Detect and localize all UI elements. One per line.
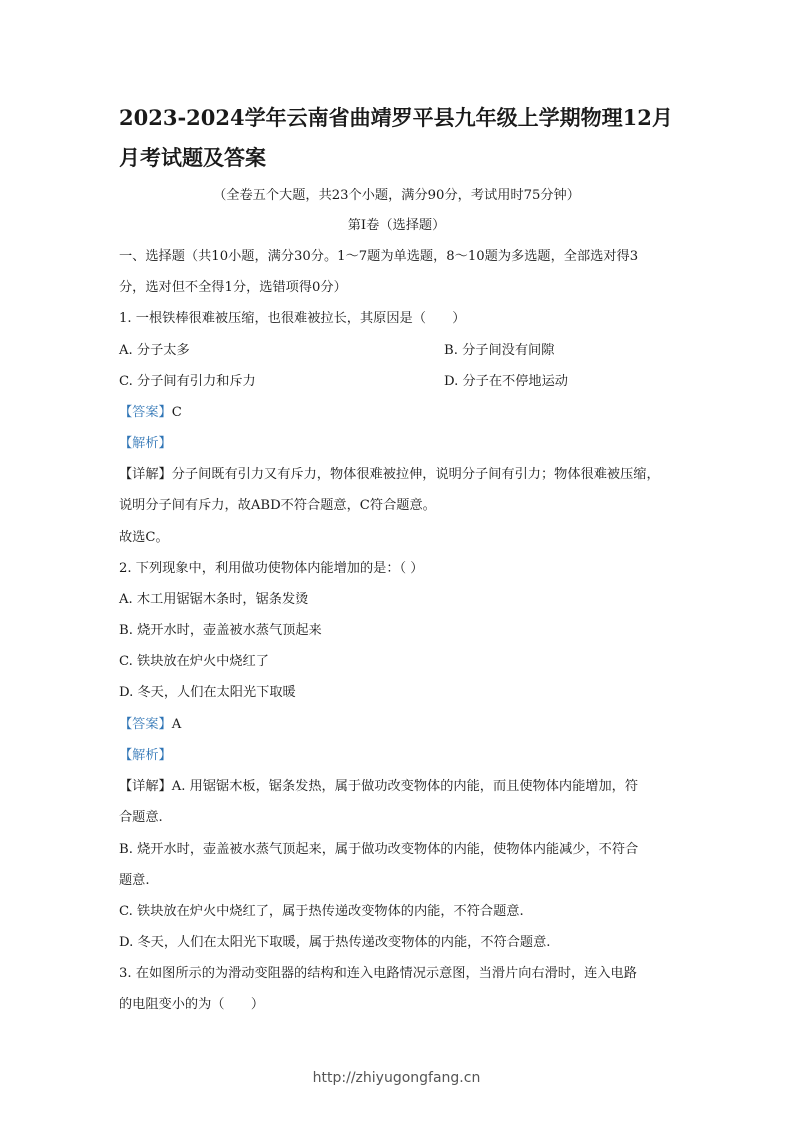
detail-text: 分子间既有引力又有斥力，物体很难被拉伸，说明分子间有引力；物体很难被压缩， bbox=[171, 467, 660, 482]
answer-tag: 【答案】 bbox=[119, 717, 172, 732]
detail-tag: 【详解】 bbox=[119, 779, 172, 794]
q1-option-c: C. 分子间有引力和斥力 bbox=[119, 374, 256, 389]
q1-option-d: D. 分子在不停地运动 bbox=[444, 374, 568, 389]
answer-value: C bbox=[171, 405, 182, 420]
q2-stem: 2. 下列现象中，利用做功使物体内能增加的是：（ ） bbox=[119, 561, 424, 576]
section-title: 第Ⅰ卷（选择题） bbox=[347, 218, 446, 233]
q1-stem: 1. 一根铁棒很难被压缩，也很难被拉长，其原因是（ ） bbox=[119, 311, 466, 326]
q2-option-a: A. 木工用锯锯木条时，锯条发烫 bbox=[119, 592, 309, 607]
q2-detail-line3: B. 烧开水时，壶盖被水蒸气顶起来，属于做功改变物体的内能，使物体内能减少，不符合 bbox=[119, 842, 639, 857]
q2-detail-line1 bbox=[119, 778, 638, 796]
document-title-line1: 2023-2024学年云南省曲靖罗平县九年级上学期物理12月 bbox=[119, 105, 673, 130]
footer-url[interactable]: http://zhiyugongfang.cn bbox=[312, 1070, 481, 1086]
answer-tag: 【答案】 bbox=[119, 405, 172, 420]
q2-option-b: B. 烧开水时，壶盖被水蒸气顶起来 bbox=[119, 623, 322, 638]
detail-tag: 【详解】 bbox=[119, 467, 172, 482]
q1-detail-line3: 故选C。 bbox=[119, 530, 169, 545]
q1-detail-line2: 说明分子间有斥力，故ABD不符合题意，C符合题意。 bbox=[119, 498, 436, 513]
detail-text: A. 用锯锯木板，锯条发热，属于做功改变物体的内能，而且使物体内能增加，符 bbox=[171, 779, 639, 794]
q1-option-a: A. 分子太多 bbox=[119, 343, 190, 358]
q1-answer bbox=[119, 404, 182, 422]
q3-stem-line2: 的电阻变小的为（ ） bbox=[119, 997, 265, 1012]
q1-detail-line1 bbox=[119, 466, 660, 484]
q2-option-d: D. 冬天，人们在太阳光下取暖 bbox=[119, 685, 296, 700]
document-title-line2: 月考试题及答案 bbox=[119, 145, 266, 170]
q2-option-c: C. 铁块放在炉火中烧红了 bbox=[119, 654, 269, 669]
q2-analysis-tag: 【解析】 bbox=[119, 748, 172, 763]
q1-option-b: B. 分子间没有间隙 bbox=[444, 343, 555, 358]
q1-analysis-tag: 【解析】 bbox=[119, 436, 172, 451]
q2-detail-line4: 题意. bbox=[119, 873, 150, 888]
answer-value: A bbox=[171, 717, 182, 732]
q3-stem-line1: 3. 在如图所示的为滑动变阻器的结构和连入电路情况示意图，当滑片向右滑时，连入电路 bbox=[119, 966, 637, 981]
instructions-line1: 一、选择题（共10小题，满分30分。1～7题为单选题，8～10题为多选题，全部选对得3 bbox=[119, 249, 639, 264]
q2-detail-line5: C. 铁块放在炉火中烧红了，属于热传递改变物体的内能，不符合题意. bbox=[119, 904, 524, 919]
q2-detail-line2: 合题意. bbox=[119, 810, 163, 825]
instructions-line2: 分，选对但不全得1分，选错项得0分） bbox=[119, 280, 347, 295]
q2-answer bbox=[119, 716, 181, 734]
q2-detail-line6: D. 冬天，人们在太阳光下取暖，属于热传递改变物体的内能，不符合题意. bbox=[119, 935, 551, 950]
exam-subtitle: （全卷五个大题，共23个小题，满分90分，考试用时75分钟） bbox=[213, 188, 580, 203]
